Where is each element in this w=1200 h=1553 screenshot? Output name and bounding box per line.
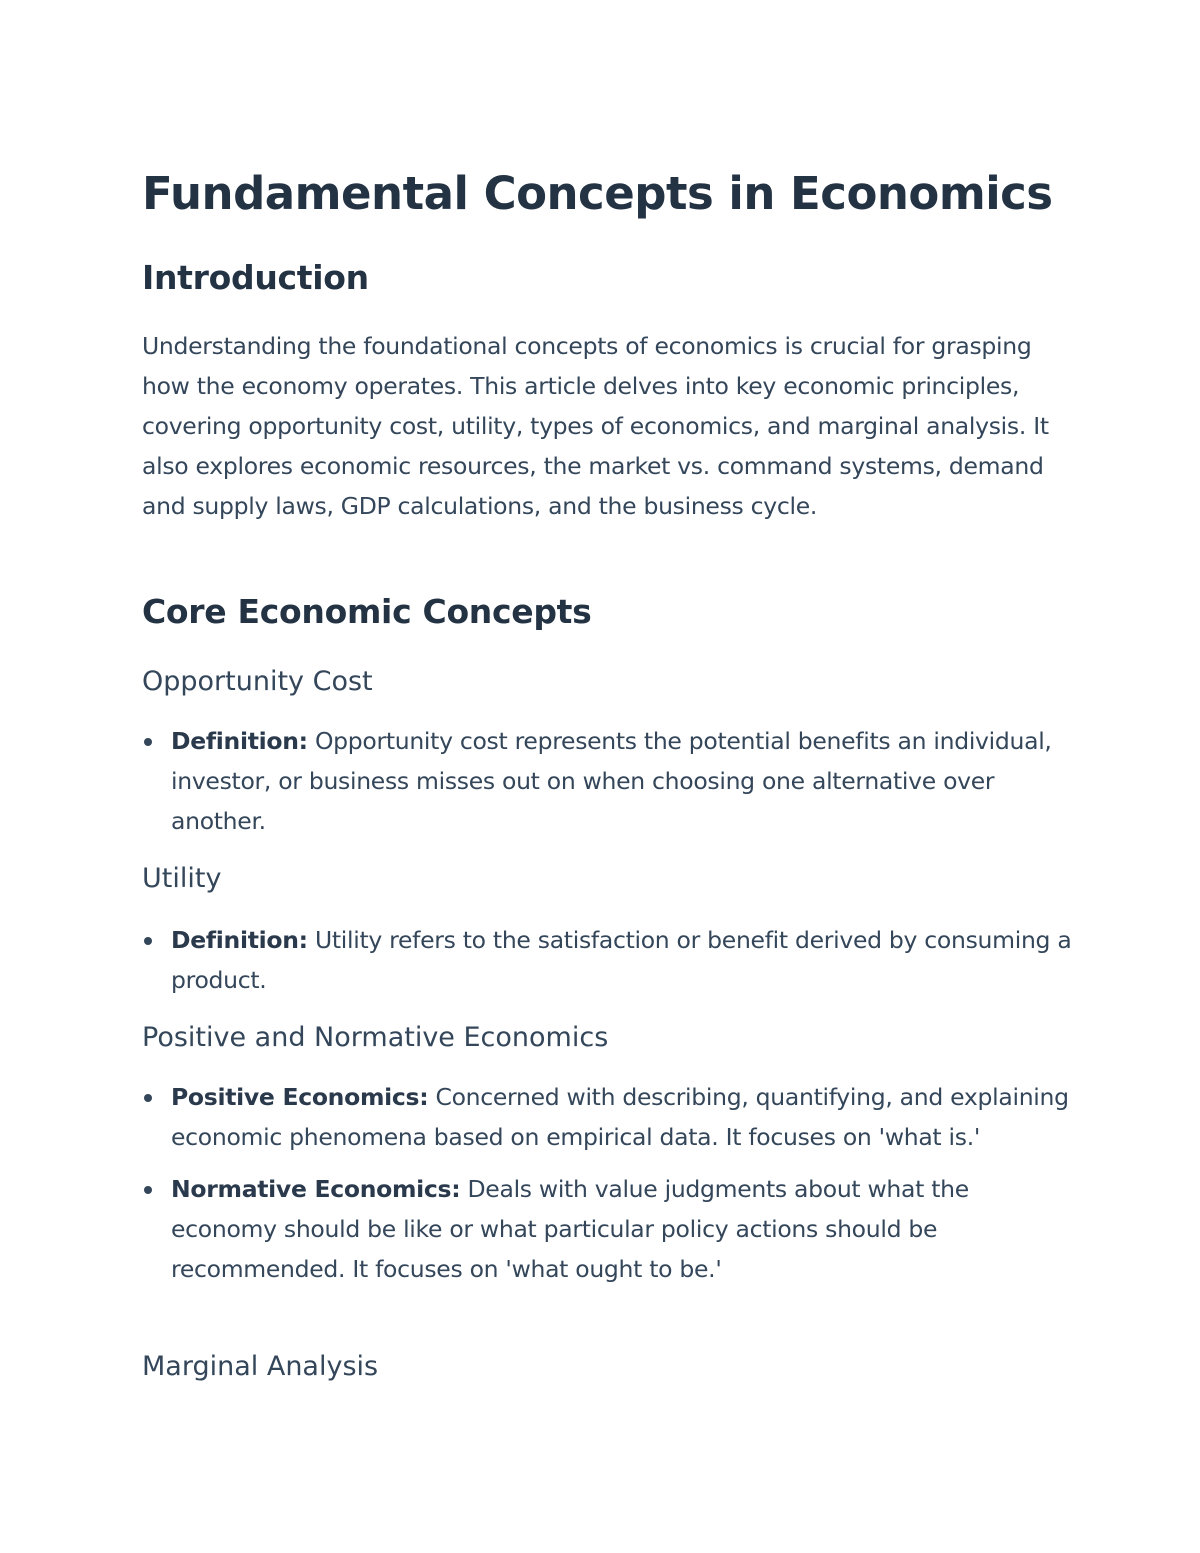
bullet-icon [144, 1186, 152, 1194]
positive-normative-list [142, 1077, 1072, 1289]
definition-term: Definition: [171, 926, 308, 954]
bullet-icon [144, 937, 152, 945]
introduction-paragraph: Understanding the foundational concepts of economics is crucial for grasping how the economy operates. This article delves into key economic principles, covering opportunity cost, utility, types of economics, and marginal analysis. It also explores economic resources, the market vs. command systems, demand and supply laws, GDP calculations, and the business cycle. [142, 332, 1049, 520]
list-item [142, 1169, 1072, 1289]
heading-core-economic-concepts: Core Economic Concepts [142, 592, 592, 631]
heading-positive-normative-economics: Positive and Normative Economics [142, 1022, 609, 1053]
page-title: Fundamental Concepts in Economics [142, 167, 1053, 220]
bullet-icon [144, 1094, 152, 1102]
definition-text: Opportunity cost represents the potential benefits an individual, investor, or business misses out on when choosing one alternative over another. [171, 727, 1052, 835]
list-item [142, 721, 1072, 841]
normative-economics-text: Deals with value judgments about what the economy should be like or what particular policy actions should be recommended. It focuses on 'what ought to be.' [171, 1175, 969, 1283]
definition-term: Definition: [171, 727, 308, 755]
list-item [142, 1077, 1072, 1157]
definition-text: Utility refers to the satisfaction or benefit derived by consuming a product. [171, 926, 1072, 994]
heading-marginal-analysis: Marginal Analysis [142, 1351, 379, 1382]
list-item [142, 920, 1072, 1000]
positive-economics-term: Positive Economics: [171, 1083, 429, 1111]
utility-list [142, 920, 1072, 1000]
normative-economics-term: Normative Economics: [171, 1175, 461, 1203]
positive-economics-text: Concerned with describing, quantifying, and explaining economic phenomena based on empirical data. It focuses on 'what is.' [171, 1083, 1069, 1151]
bullet-icon [144, 738, 152, 746]
heading-opportunity-cost: Opportunity Cost [142, 666, 373, 697]
opportunity-cost-list [142, 721, 1072, 841]
heading-utility: Utility [142, 863, 222, 894]
heading-introduction: Introduction [142, 258, 369, 297]
